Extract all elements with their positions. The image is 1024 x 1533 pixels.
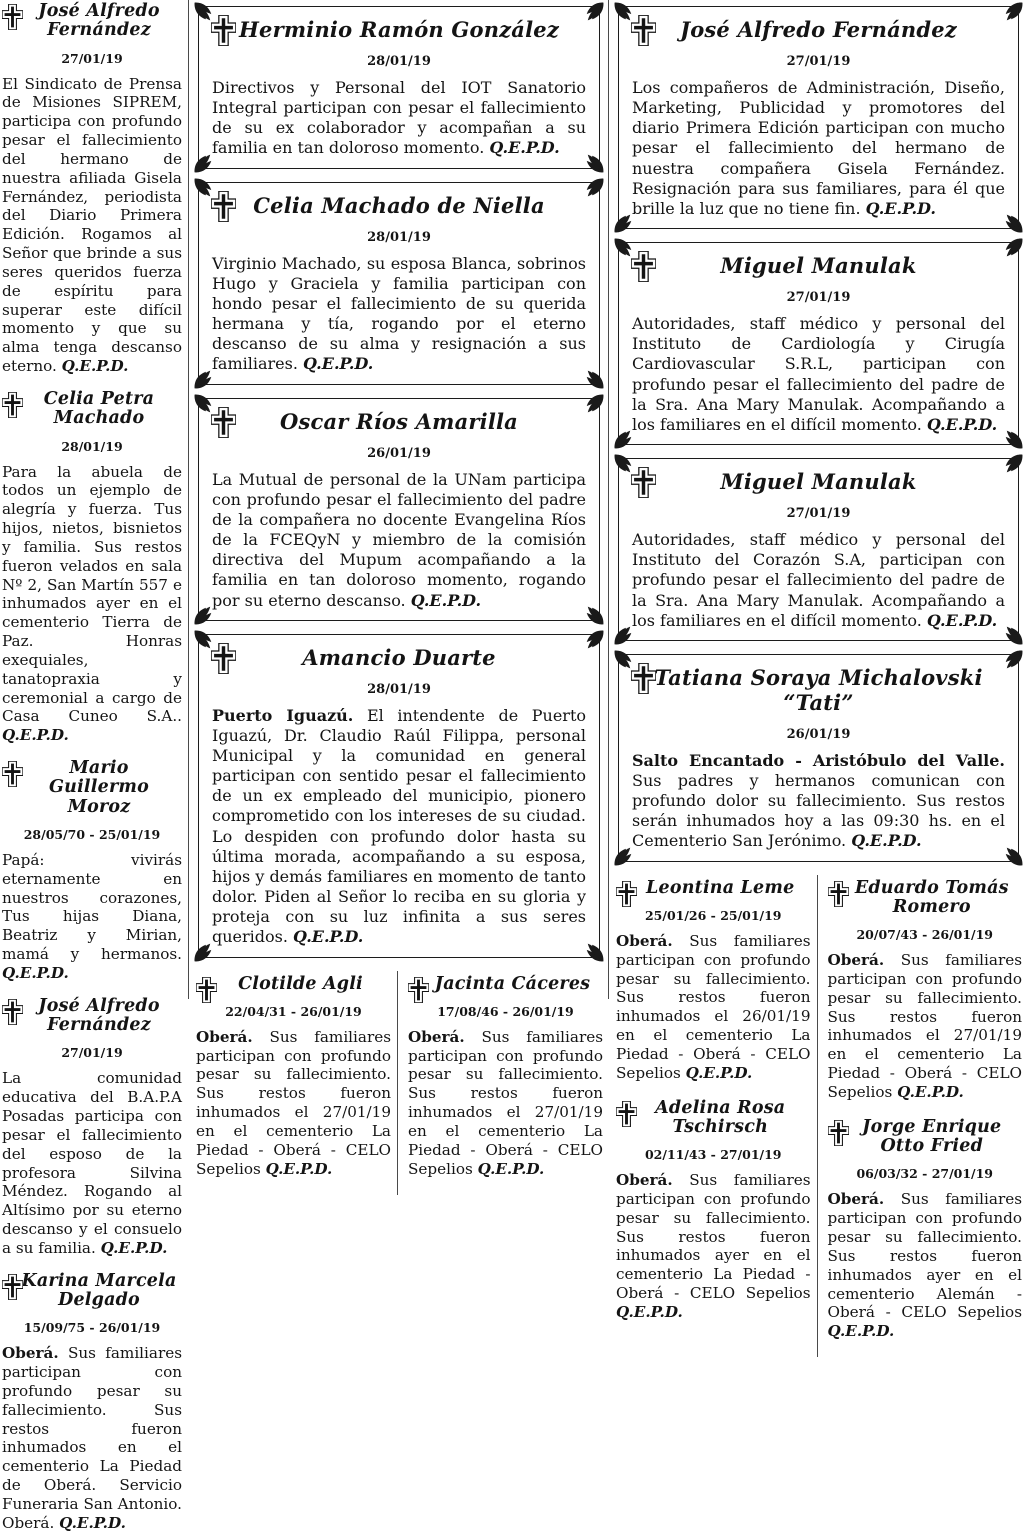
deceased-name: José Alfredo Fernández — [38, 995, 160, 1036]
floral-corner-ornament — [193, 603, 216, 626]
obituary — [2, 1272, 182, 1533]
obituary — [408, 975, 603, 1179]
place-lead: Oberá. — [196, 1027, 253, 1046]
place-lead: Oberá. — [2, 1344, 59, 1363]
middle-column — [189, 0, 608, 1178]
obituary-box — [618, 242, 1019, 445]
split-cell — [817, 875, 1023, 1358]
latin-cross-icon — [616, 1101, 637, 1127]
latin-cross-icon — [828, 1120, 849, 1146]
place-lead: Oberá. — [827, 1190, 885, 1209]
place-lead: Puerto Iguazú. — [212, 705, 354, 725]
death-date: 22/04/31 - 26/01/19 — [225, 1003, 362, 1019]
qepd-label: Q.E.P.D. — [926, 610, 998, 630]
death-date: 15/09/75 - 26/01/19 — [23, 1320, 161, 1336]
death-date: 26/01/19 — [786, 726, 851, 742]
qepd-label: Q.E.P.D. — [851, 831, 922, 851]
obituary-text: Puerto Iguazú. El intendente de Puerto Iguazú, Dr. Claudio Raúl Filippa, personal Municipal y la comunidad en general participan con sentido pesar el fallecimiento de un ex empleado del municipio, pionero comprometido con los intereses de su ciudad. Lo despiden con profundo dolor hasta su última morada, acompañando a su esposa, hijos y demás familiares en momento de tanto dolor. Piden al Señor lo reciba en su gloria y proteja con su luz infinita a sus seres queridos. Q.E.P.D. — [212, 705, 587, 947]
latin-cross-icon — [631, 663, 656, 694]
obituary-box — [198, 634, 600, 958]
qepd-label: Q.E.P.D. — [303, 354, 374, 374]
floral-corner-ornament — [1001, 453, 1024, 476]
death-date: 27/01/19 — [786, 54, 851, 69]
floral-corner-ornament — [582, 603, 605, 626]
death-date: 27/01/19 — [786, 290, 851, 306]
right-bottom-split — [615, 875, 1022, 1358]
qepd-label: Q.E.P.D. — [489, 138, 560, 158]
place-lead: Oberá. — [408, 1027, 465, 1046]
death-date: 28/01/19 — [61, 438, 123, 454]
qepd-label: Q.E.P.D. — [59, 1513, 126, 1532]
deceased-name: Celia Machado de Niella — [253, 192, 545, 218]
floral-corner-ornament — [1001, 237, 1024, 260]
floral-corner-ornament — [613, 844, 636, 867]
obituary — [828, 879, 1023, 1102]
floral-corner-ornament — [582, 629, 605, 652]
floral-corner-ornament — [582, 151, 605, 174]
obituary — [828, 1118, 1023, 1341]
death-date: 28/01/19 — [367, 229, 431, 245]
latin-cross-icon — [2, 1274, 23, 1300]
floral-corner-ornament — [582, 1, 605, 24]
obituary-box — [198, 398, 600, 621]
floral-corner-ornament — [613, 211, 636, 234]
place-lead: Oberá. — [616, 931, 673, 950]
obituary — [2, 759, 182, 983]
death-date: 28/01/19 — [367, 54, 431, 69]
death-date: 27/01/19 — [61, 1045, 123, 1061]
qepd-label: Q.E.P.D. — [293, 927, 364, 947]
obituary-text: Oberá. Sus familiares participan con profundo pesar su fallecimiento. Sus restos fueron inhumados ayer en el cementerio La Piedad - Oberá - CELO Sepelios Q.E.P.D. — [616, 1171, 811, 1321]
split-cell — [195, 971, 397, 1195]
deceased-name: Tatiana Soraya Michalovski “Tati” — [654, 664, 983, 715]
floral-corner-ornament — [1001, 1, 1024, 24]
latin-cross-icon — [2, 392, 23, 418]
death-date: 28/01/19 — [367, 681, 431, 697]
obituary — [2, 2, 182, 376]
qepd-label: Q.E.P.D. — [100, 1238, 168, 1257]
place-lead: Oberá. — [616, 1171, 673, 1190]
deceased-name: Miguel Manulak — [720, 253, 917, 279]
floral-corner-ornament — [582, 367, 605, 390]
obituary-text: Oberá. Sus familiares participan con profundo pesar su fallecimiento. Sus restos fueron inhumados ayer en el cementerio Alemán - Oberá - CELO Sepelios Q.E.P.D. — [827, 1190, 1022, 1341]
obituary-text: El Sindicato de Prensa de Misiones SIPREM, participa con profundo pesar el fallecimiento del hermano de nuestra afiliada Gisela Fernández, periodista del Diario Primera Edición. Rogamos al Señor que brinde a sus seres queridos fuerza de espíritu para superar este difícil momento y que su alma tenga descanso eterno. Q.E.P.D. — [2, 74, 182, 376]
latin-cross-icon — [211, 191, 236, 222]
qepd-label: Q.E.P.D. — [477, 1159, 545, 1178]
latin-cross-icon — [631, 251, 656, 282]
latin-cross-icon — [2, 4, 23, 30]
qepd-label: Q.E.P.D. — [265, 1159, 333, 1178]
obituary-box — [618, 458, 1019, 641]
death-date: 25/01/26 - 25/01/19 — [644, 907, 782, 923]
death-date: 20/07/43 - 26/01/19 — [856, 927, 994, 943]
obituary-box — [198, 182, 600, 385]
split-cell — [397, 971, 603, 1195]
floral-corner-ornament — [1001, 623, 1024, 646]
obituary-box — [618, 654, 1019, 862]
obituary-text: Autoridades, staff médico y personal del Instituto del Corazón S.A, participan con profundo pesar el fallecimiento del padre de la Sra. Ana Mary Manulak. Acompañando a los familiares en el difícil momento. Q.E.P.D. — [632, 530, 1005, 630]
left-column — [0, 0, 188, 1532]
floral-corner-ornament — [1001, 844, 1024, 867]
death-date: 28/05/70 - 25/01/19 — [23, 826, 161, 842]
obituary-box — [198, 6, 600, 169]
obituary-text: Salto Encantado - Aristóbulo del Valle. Sus padres y hermanos comunican con profundo dolor su fallecimiento. Sus restos serán inhumados hoy a las 09:30 hs. en el Cementerio San Jerónimo. Q.E.P.D. — [632, 750, 1005, 851]
obituary-text: La comunidad educativa del B.A.P.A Posadas participa con pesar el fallecimiento del esposo de la profesora Silvina Méndez. Rogando al Altísimo por su eterno descanso y el consuelo a su familia. Q.E.P.D. — [2, 1069, 182, 1257]
deceased-name: Jorge Enrique Otto Fried — [862, 1116, 1002, 1157]
place-lead: Salto Encantado - Aristóbulo del Valle. — [632, 750, 1005, 770]
death-date: 06/03/32 - 27/01/19 — [856, 1166, 994, 1182]
obituary-text: Directivos y Personal del IOT Sanatorio Integral participan con pesar el fallecimiento de su ex colaborador y acompañan a su familia en tan doloroso momento. Q.E.P.D. — [212, 78, 586, 158]
latin-cross-icon — [2, 999, 23, 1025]
deceased-name: Miguel Manulak — [720, 469, 917, 495]
floral-corner-ornament — [582, 940, 605, 963]
obituary-text: Oberá. Sus familiares participan con profundo pesar su fallecimiento. Sus restos fueron inhumados el 27/01/19 en el cementerio La Piedad - Oberá - CELO Sepelios Q.E.P.D. — [827, 951, 1022, 1101]
latin-cross-icon — [616, 881, 637, 907]
floral-corner-ornament — [613, 623, 636, 646]
deceased-name: Amancio Duarte — [302, 644, 496, 670]
qepd-label: Q.E.P.D. — [2, 963, 69, 982]
floral-corner-ornament — [1001, 427, 1024, 450]
middle-bottom-split — [195, 971, 603, 1195]
qepd-label: Q.E.P.D. — [616, 1303, 683, 1321]
floral-corner-ornament — [193, 151, 216, 174]
obituary-text: Autoridades, staff médico y personal del Instituto de Cardiología y Cirugía Cardiovascular S.R.L, participan con profundo pesar el fallecimiento del padre de la Sra. Ana Mary Manulak. Acompañando a los familiares en el difícil momento. Q.E.P.D. — [632, 314, 1005, 434]
latin-cross-icon — [2, 761, 23, 787]
deceased-name: Celia Petra Machado — [43, 389, 155, 429]
qepd-label: Q.E.P.D. — [926, 414, 998, 434]
obituary-text: La Mutual de personal de la UNam participa con profundo pesar el fallecimiento del padre de la compañera no docente Evangelina Ríos de la FCEQyN y miembro de la comisión directiva del Mupum acompañando a la familia en tan doloroso momento, rogando por su eterno descanso. Q.E.P.D. — [212, 469, 586, 610]
obituary — [196, 975, 391, 1179]
floral-corner-ornament — [193, 940, 216, 963]
death-date: 27/01/19 — [786, 506, 851, 522]
death-date: 02/11/43 - 27/01/19 — [644, 1147, 782, 1163]
deceased-name: Eduardo Tomás Romero — [854, 877, 1009, 917]
obituary-text: Papá: vivirás eternamente en nuestros corazones, Tus hijas Diana, Beatriz y Mirian, mamá y hermanos. Q.E.P.D. — [2, 850, 182, 982]
qepd-label: Q.E.P.D. — [61, 357, 129, 376]
death-date: 27/01/19 — [61, 50, 123, 66]
deceased-name: José Alfredo Fernández — [38, 1, 160, 41]
latin-cross-icon — [211, 643, 236, 674]
deceased-name: Adelina Rosa Tschirsch — [655, 1097, 786, 1137]
deceased-name: Oscar Ríos Amarilla — [280, 408, 518, 434]
qepd-label: Q.E.P.D. — [685, 1063, 753, 1082]
floral-corner-ornament — [193, 367, 216, 390]
deceased-name: Leontina Leme — [646, 877, 795, 898]
deceased-name: Jacinta Cáceres — [434, 973, 591, 994]
floral-corner-ornament — [613, 427, 636, 450]
floral-corner-ornament — [582, 177, 605, 200]
latin-cross-icon — [211, 15, 236, 46]
latin-cross-icon — [211, 407, 236, 438]
qepd-label: Q.E.P.D. — [865, 198, 936, 218]
qepd-label: Q.E.P.D. — [2, 726, 69, 745]
deceased-name: Mario Guillermo Moroz — [49, 758, 149, 817]
latin-cross-icon — [631, 15, 656, 46]
obituary-box — [618, 6, 1019, 229]
obituary-text: Los compañeros de Administración, Diseño, Marketing, Publicidad y promotores del diario Primera Edición participan con mucho pesar el fallecimiento del hermano de nuestra compañera Gisela Fernández. Resignación para sus familiares, para él que brille la luz que no tiene fin. Q.E.P.D. — [632, 78, 1005, 218]
split-cell — [615, 875, 817, 1358]
deceased-name: José Alfredo Fernández — [680, 17, 957, 42]
death-date: 26/01/19 — [367, 445, 431, 461]
death-date: 17/08/46 - 26/01/19 — [437, 1003, 574, 1019]
qepd-label: Q.E.P.D. — [827, 1322, 895, 1341]
obituary-text: Oberá. Sus familiares participan con profundo pesar su fallecimiento. Sus restos fueron inhumados el 27/01/19 en el cementerio La Piedad - Oberá - CELO Sepelios Q.E.P.D. — [196, 1027, 391, 1178]
qepd-label: Q.E.P.D. — [410, 590, 482, 610]
floral-corner-ornament — [1001, 211, 1024, 234]
floral-corner-ornament — [582, 393, 605, 416]
floral-corner-ornament — [1001, 649, 1024, 672]
obituary-text: Virginio Machado, su esposa Blanca, sobrinos Hugo y Graciela y familia participan con hondo pesar el fallecimiento de su querida hermana y tía, rogando por el eterno descanso de su alma y resignación a sus familiares. Q.E.P.D. — [212, 253, 586, 374]
deceased-name: Karina Marcela Delgado — [21, 1270, 177, 1310]
obituary — [2, 390, 182, 745]
qepd-label: Q.E.P.D. — [897, 1083, 964, 1101]
right-column — [609, 0, 1024, 1341]
deceased-name: Herminio Ramón González — [239, 17, 559, 42]
latin-cross-icon — [828, 881, 849, 907]
obituary-text: Oberá. Sus familiares participan con profundo pesar su fallecimiento. Sus restos fueron inhumados en el cementerio La Piedad de Oberá. Servicio Funeraria San Antonio. Oberá. Q.E.P.D. — [2, 1344, 182, 1532]
obituary — [2, 997, 182, 1258]
obituary-text: Oberá. Sus familiares participan con profundo pesar su fallecimiento. Sus restos fueron inhumados el 27/01/19 en el cementerio La Piedad - Oberá - CELO Sepelios Q.E.P.D. — [408, 1027, 603, 1178]
deceased-name: Clotilde Agli — [238, 973, 363, 994]
obituary — [616, 1099, 811, 1322]
obituary-text: Oberá. Sus familiares participan con profundo pesar su fallecimiento. Sus restos fueron inhumados el 26/01/19 en el cementerio La Piedad - Oberá - CELO Sepelios Q.E.P.D. — [616, 931, 811, 1082]
obituary — [616, 879, 811, 1083]
obituary-text: Para la abuela de todos un ejemplo de alegría y fuerza. Tus hijos, nietos, bisnietos y familia. Sus restos fueron velados en sala Nº 2, San Martín 557 e inhumados ayer en el cementerio Tierra de Paz. Honras exequiales, tanatopraxia y ceremonial a cargo de Casa Cuneo S.A.. Q.E.P.D. — [2, 462, 182, 745]
latin-cross-icon — [631, 467, 656, 498]
place-lead: Oberá. — [827, 951, 885, 970]
